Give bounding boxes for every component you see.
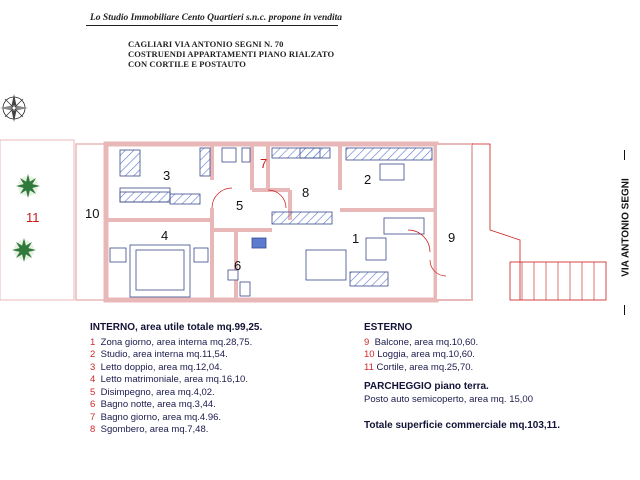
legend-item-6 — [90, 399, 350, 412]
legend-item-2 — [90, 349, 350, 362]
address-line-3: CON CORTILE E POSTAUTO — [128, 59, 247, 69]
legend-item-10 — [364, 349, 624, 362]
room-number-11: 11 — [26, 210, 40, 225]
room-number-5: 5 — [236, 198, 244, 213]
legend-text: Studio, area interna mq.11,54. — [100, 349, 228, 360]
legend-text: Disimpegno, area mq.4,02. — [100, 386, 215, 398]
legend-text: Cortile, area mq.25,70. — [376, 361, 474, 373]
legend-text: Balcone, area mq.10,60. — [374, 336, 479, 348]
agency-line: Lo Studio Immobiliare Cento Quartieri s.n.c. propone in vendita — [90, 13, 343, 23]
esterno-legend — [364, 322, 624, 433]
compass-rose-icon — [0, 94, 28, 122]
room-number-3: 3 — [163, 168, 171, 183]
interno-legend — [90, 322, 350, 437]
legend-num: 3 — [90, 361, 96, 373]
interno-title: INTERNO, area utile totale mq.99,25. — [90, 322, 263, 333]
legend-num: 6 — [90, 399, 96, 410]
legend-item-1 — [90, 337, 350, 350]
legend-num: 1 — [90, 336, 96, 348]
room-number-6: 6 — [234, 258, 242, 273]
legend-item-8 — [90, 424, 350, 437]
legend-num: 11 — [364, 361, 374, 373]
totale-superficie: Totale superficie commerciale mq.103,11. — [364, 420, 561, 431]
legend-text: Zona giorno, area interna mq.28,75. — [100, 336, 253, 348]
room-number-1: 1 — [352, 231, 360, 246]
legend-num: 2 — [90, 349, 96, 360]
legend-text: Letto matrimoniale, area mq.16,10. — [100, 374, 248, 385]
legend-item-5 — [90, 387, 350, 400]
street-name: VIA ANTONIO SEGNI — [620, 178, 632, 277]
legend-item-11 — [364, 362, 624, 375]
street-label — [614, 150, 638, 315]
legend-text: Bagno giorno, area mq.4.96. — [100, 411, 222, 423]
legend-num: 9 — [364, 336, 370, 348]
room-number-9: 9 — [448, 230, 456, 245]
furniture — [110, 148, 432, 297]
parcheggio-title: PARCHEGGIO piano terra. — [364, 381, 489, 392]
legend-item-4 — [90, 374, 350, 387]
room-number-7: 7 — [260, 156, 268, 171]
legend-text: Sgombero, area mq.7,48. — [100, 424, 209, 435]
legend-text: Loggia, area mq.10,60. — [377, 349, 475, 360]
legend-text: Bagno notte, area mq.3,44. — [100, 399, 216, 410]
stairs — [510, 262, 606, 300]
parcheggio-text: Posto auto semicoperto, area mq. 15,00 — [364, 393, 533, 405]
legend-item-3 — [90, 362, 350, 375]
header-rule — [86, 25, 338, 26]
esterno-title: ESTERNO — [364, 322, 413, 333]
legend-num: 4 — [90, 374, 96, 385]
legend-item-9 — [364, 337, 624, 350]
legend-text: Letto doppio, area mq.12,04. — [100, 361, 223, 373]
room-number-10: 10 — [85, 206, 100, 221]
legend-num: 5 — [90, 386, 96, 398]
address-line-2: COSTRUENDI APPARTAMENTI PIANO RIALZATO — [128, 49, 335, 59]
room-number-2: 2 — [364, 172, 372, 187]
legend-num: 7 — [90, 411, 96, 423]
room-number-4: 4 — [161, 228, 169, 243]
legend-num: 8 — [90, 424, 96, 435]
legend-num: 10 — [364, 349, 375, 360]
address-line-1: CAGLIARI VIA ANTONIO SEGNI N. 70 — [128, 39, 284, 49]
legend-item-7 — [90, 412, 350, 425]
room-number-8: 8 — [302, 185, 310, 200]
